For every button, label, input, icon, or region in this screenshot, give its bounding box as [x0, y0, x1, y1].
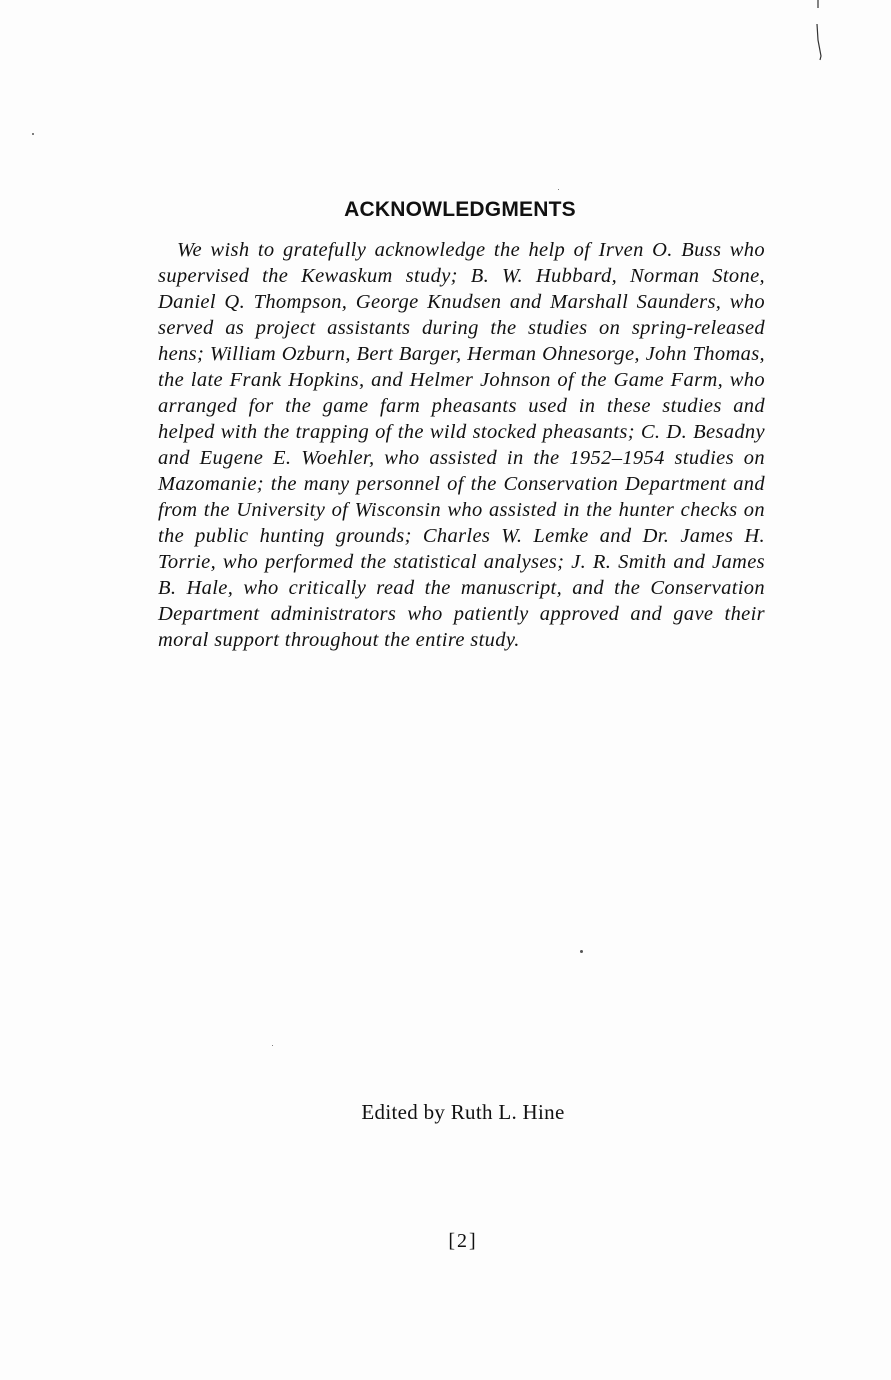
scan-speck	[272, 1045, 273, 1046]
scan-speck	[580, 950, 583, 953]
page-title: ACKNOWLEDGMENTS	[344, 198, 576, 221]
scan-speck	[558, 189, 559, 190]
page-number: [2]	[448, 1230, 478, 1252]
acknowledgments-paragraph: We wish to gratefully acknowledge the help of Irven O. Buss who supervised the Kewaskum study; B. W. Hubbard, Norman Stone, Daniel Q. Thompson, George Knudsen and Marshall Saunders, who served as project assistants during the studies on spring-released hens; William Ozburn, Bert Barger, Herman Ohnesorge, John Thomas, the late Frank Hopkins, and Helmer Johnson of the Game Farm, who arranged for the game farm pheasants used in these studies and helped with the trapping of the wild stocked pheasants; C. D. Besadny and Eugene E. Woehler, who assisted in the 1952–1954 studies on Mazomanie; the many personnel of the Conservation Department and from the University of Wisconsin who assisted in the hunter checks on the public hunting grounds; Charles W. Lemke and Dr. James H. Torrie, who performed the statistical analyses; J. R. Smith and James B. Hale, who critically read the manuscript, and the Conservation Department administrators who patiently approved and gave their moral support throughout the entire study.	[158, 239, 765, 651]
editor-credit: Edited by Ruth L. Hine	[361, 1100, 565, 1124]
scan-speck	[32, 133, 34, 135]
scan-edge-mark	[815, 0, 823, 62]
